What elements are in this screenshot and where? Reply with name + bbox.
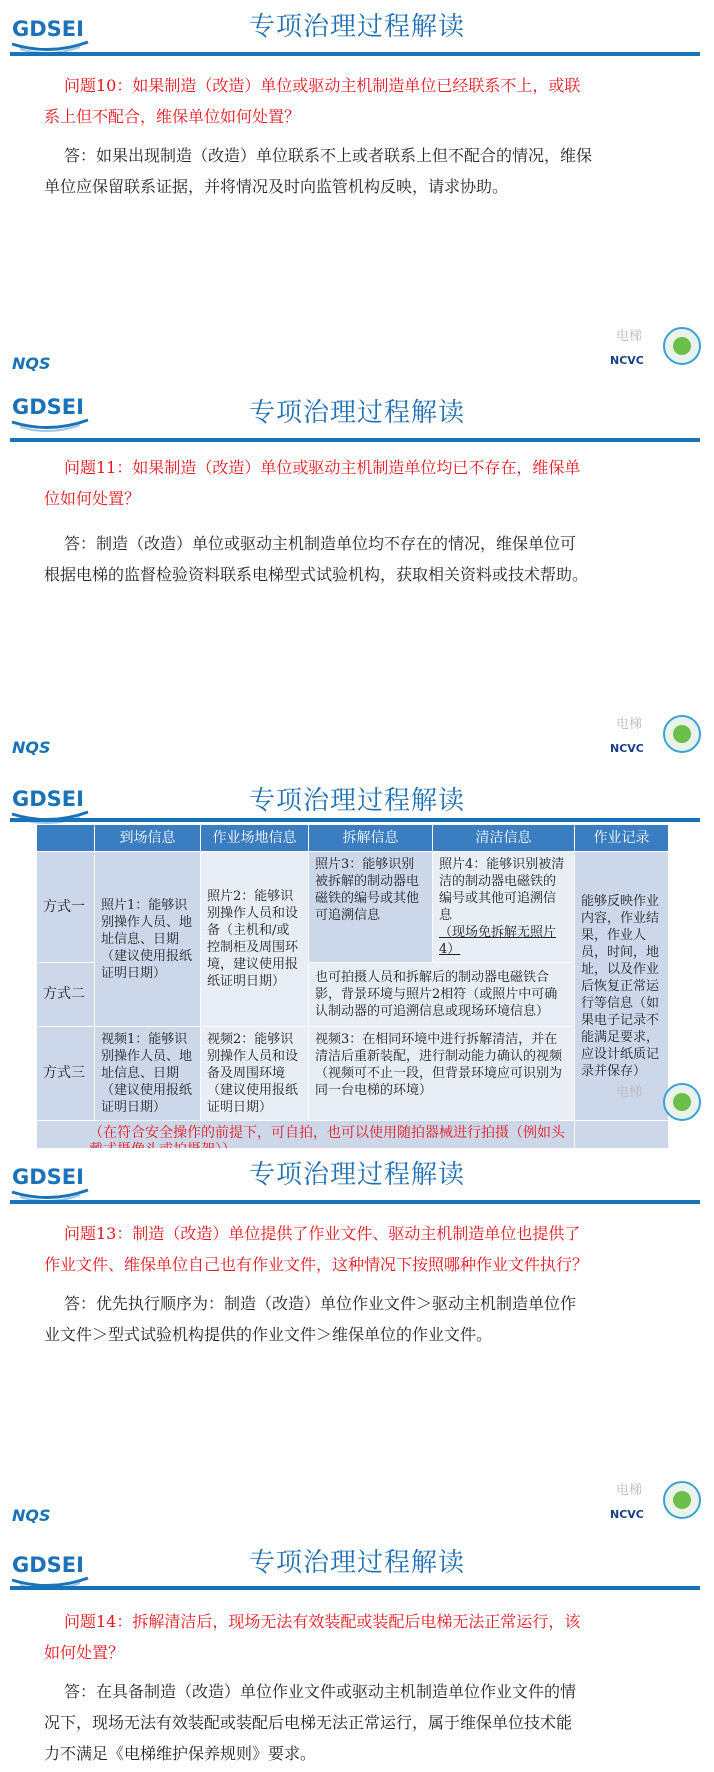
svg-text:电梯: 电梯: [616, 1483, 643, 1498]
slide-q10: [0, 0, 714, 373]
svg-text:电梯: 电梯: [616, 1085, 643, 1100]
slide-q14: [0, 1536, 714, 1772]
table-cell: 也可拍摄人员和拆解后的制动器电磁铁合影，背景环境与照片2相符（或照片中可确认制动器的可追溯信息或现场环境信息）: [309, 963, 575, 1027]
ncvc-logo: [608, 1480, 704, 1522]
table-cell: 照片1：能够识别操作人员、地址信息、日期（建议使用报纸证明日期）: [95, 852, 201, 1027]
question-text: 问题14：拆解清洁后，现场无法有效装配或装配后电梯无法正常运行，该 如何处置？: [44, 1612, 581, 1662]
page-title: 专项治理过程解读: [248, 1548, 465, 1578]
answer-text: 答：制造（改造）单位或驱动主机制造单位均不存在的情况，维保单位可 根据电梯的监督检验资料联系电梯型式试验机构，获取相关资料或技术帮助。: [44, 534, 589, 584]
table-header: 清洁信息: [433, 825, 575, 852]
svg-text:GDSEI: GDSEI: [12, 1553, 84, 1577]
table-cell: 照片3：能够识别被拆解的制动器电磁铁的编号或其他可追溯信息: [309, 852, 433, 963]
svg-text:电梯: 电梯: [616, 329, 643, 344]
answer-text: 答：优先执行顺序为：制造（改造）单位作业文件＞驱动主机制造单位作 业文件＞型式试验机构提供的作业文件＞维保单位的作业文件。: [44, 1294, 577, 1344]
ncvc-logo: [608, 714, 704, 756]
slide-q13: [0, 1148, 714, 1530]
row-header: 方式三: [37, 1027, 95, 1121]
svg-text:NQS: NQS: [12, 738, 51, 757]
table-cell: 照片2：能够识别操作人员和设备（主机和/或控制柜及周围环境，建议使用报纸证明日期）: [201, 852, 309, 1027]
table-header: 作业场地信息: [201, 825, 309, 852]
nqs-logo: [12, 736, 64, 758]
svg-text:NCVC: NCVC: [610, 1508, 644, 1521]
question-text: 问题11：如果制造（改造）单位或驱动主机制造单位均已不存在，维保单 位如何处置？: [44, 458, 581, 508]
nqs-logo: [12, 1504, 64, 1526]
title-divider: [10, 818, 700, 822]
title-divider: [10, 52, 700, 56]
table-row: [37, 852, 669, 963]
row-header: 方式一: [37, 852, 95, 963]
ncvc-logo: [608, 1082, 704, 1124]
svg-text:NQS: NQS: [12, 1506, 51, 1525]
svg-text:NCVC: NCVC: [610, 354, 644, 367]
question-text: 问题13：制造（改造）单位提供了作业文件、驱动主机制造单位也提供了 作业文件、维保单位自己也有作业文件，这种情况下按照哪种作业文件执行？: [44, 1224, 589, 1274]
table-corner: [37, 825, 95, 852]
table-cell: 照片4：能够识别被清洁的制动器电磁铁的编号或其他可追溯信息 （现场免拆解无照片4）: [433, 852, 575, 963]
answer-text: 答：如果出现制造（改造）单位联系不上或者联系上但不配合的情况，维保 单位应保留联系证据，并将情况及时向监管机构反映，请求协助。: [44, 146, 593, 196]
title-divider: [10, 1200, 700, 1204]
answer-text: 答：在具备制造（改造）单位作业文件或驱动主机制造单位作业文件的情 况下，现场无法有效装配或装配后电梯无法正常运行，属于维保单位技术能 力不满足《电梯维护保养规则》要求。: [44, 1682, 577, 1763]
photo-record-table: [36, 824, 669, 1164]
svg-text:GDSEI: GDSEI: [12, 787, 84, 811]
table-note: （在符合安全操作的前提下，可自拍，也可以使用随拍器械进行拍摄（例如头: [37, 1121, 575, 1164]
svg-text:电梯: 电梯: [616, 717, 643, 732]
table-cell: 视频2：能够识别操作人员和设备及周围环境（建议使用报纸证明日期）: [201, 1027, 309, 1121]
nqs-logo: [12, 352, 64, 374]
table-cell: 能够反映作业内容，作业结果，作业人员，时间，地址，以及作业后恢复正常运行等信息（如果电子记录不能满足要求，应设计纸质记录并保存）: [575, 852, 669, 1121]
page-title: 专项治理过程解读: [248, 398, 465, 428]
page-title: 专项治理过程解读: [248, 786, 465, 816]
svg-text:GDSEI: GDSEI: [12, 1165, 84, 1189]
ncvc-logo: [608, 326, 704, 368]
page-title: 专项治理过程解读: [248, 12, 465, 42]
row-header: 方式二: [37, 963, 95, 1027]
table-header: 拆解信息: [309, 825, 433, 852]
title-divider: [10, 438, 700, 442]
svg-text:NCVC: NCVC: [610, 742, 644, 755]
title-divider: [10, 1586, 700, 1590]
question-text: 问题10：如果制造（改造）单位或驱动主机制造单位已经联系不上，或联 系上但不配合，维保单位如何处置？: [44, 76, 581, 126]
svg-text:NQS: NQS: [12, 354, 51, 373]
slide-q11: [0, 378, 714, 760]
svg-text:GDSEI: GDSEI: [12, 395, 84, 419]
page-title: 专项治理过程解读: [248, 1160, 465, 1190]
table-header-row: [37, 825, 669, 852]
table-header: 作业记录: [575, 825, 669, 852]
slide-table: [0, 770, 714, 1140]
table-header: 到场信息: [95, 825, 201, 852]
svg-text:GDSEI: GDSEI: [12, 17, 84, 41]
table-cell: 视频3：在相同环境中进行拆解清洁，并在清洁后重新装配，进行制动能力确认的视频（视频可不止一段，但背景环境应可识别为同一台电梯的环境）: [309, 1027, 575, 1121]
table-row: [37, 1027, 669, 1121]
table-cell: 视频1：能够识别操作人员、地址信息、日期（建议使用报纸证明日期）: [95, 1027, 201, 1121]
